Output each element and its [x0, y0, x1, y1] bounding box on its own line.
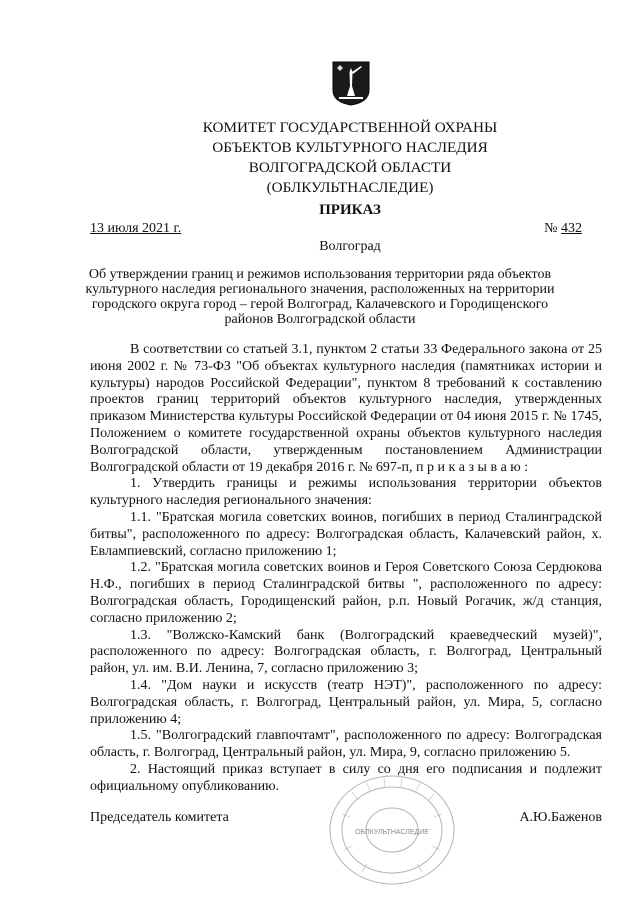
official-seal-stamp-icon: [322, 770, 462, 890]
document-body: [90, 342, 602, 796]
committee-line: (ОБЛКУЛЬТНАСЛЕДИЕ): [266, 179, 434, 196]
signatory-name: А.Ю.Баженов: [519, 810, 602, 825]
body-paragraph: В соответствии со статьей 3.1, пунктом 2 статьи 33 Федерального закона от 25 июня 2002 г. № 73-ФЗ "Об объектах культурного наследия (памятниках истории и культуры) народов Российской Федерации", пунктом 8 требований к составлению проектов границ территорий объектов культурного наследия, утвержденных приказом Министерства культуры Российской Федерации от 04 июня 2015 г. № 1745, Положением о комитете государственной охраны объектов культурного наследия Волгоградской области, утвержденным постановлением Администрации Волгоградской области от 19 декабря 2016 г. № 697-п, п р и к а з ы в а ю :: [90, 342, 602, 475]
title-line: районов Волгоградской области: [224, 312, 416, 327]
number-value: 432: [561, 221, 582, 236]
volgograd-coat-of-arms-icon: [331, 60, 371, 106]
document-date: 13 июля 2021 г.: [90, 221, 182, 236]
body-paragraph: 1.5. "Волгоградский главпочтамт", расположенного по адресу: Волгоградская область, г. Волгоград, Центральный район, ул. Мира, 9, согласно приложению 5.: [90, 728, 602, 761]
document-type: ПРИКАЗ: [319, 202, 381, 218]
committee-header: [150, 118, 550, 198]
document-number: [544, 221, 582, 237]
body-paragraph: 1.2. "Братская могила советских воинов и Героя Советского Союза Сердюкова Н.Ф., погибших в период Сталинградской битвы ", расположенного по адресу: Волгоградская область, Городищенский район, р.п. Новый Рогачик, ж/д станция, согласно приложению 2;: [90, 560, 602, 626]
body-paragraph: 1.1. "Братская могила советских воинов, погибших в период Сталинградской битвы", расположенного по адресу: Волгоградская область, Калачевский район, х. Евлампиевский, согласно приложению 1;: [90, 509, 602, 559]
committee-line: КОМИТЕТ ГОСУДАРСТВЕННОЙ ОХРАНЫ: [202, 119, 498, 136]
committee-line: ВОЛГОГРАДСКОЙ ОБЛАСТИ: [248, 159, 452, 176]
title-line: городского округа город – герой Волгоград, Калачевского и Городищенского: [91, 297, 549, 312]
title-line: культурного наследия регионального значения, расположенных на территории: [85, 282, 555, 297]
committee-line: ОБЪЕКТОВ КУЛЬТУРНОГО НАСЛЕДИЯ: [212, 139, 488, 156]
title-line: Об утверждении границ и режимов использования территории ряда объектов: [88, 267, 552, 282]
body-paragraph: 1.4. "Дом науки и искусств (театр НЭТ)", расположенного по адресу: Волгоградская область, г. Волгоград, Центральный район, ул. Мира, 5, согласно приложению 4;: [90, 677, 602, 727]
number-prefix: №: [544, 221, 558, 236]
stamp-text: ОБЛКУЛЬТНАСЛЕДИЕ: [355, 829, 429, 836]
body-paragraph: 1. Утвердить границы и режимы использования территории объектов культурного наследия регионального значения:: [90, 476, 602, 509]
document-city: Волгоград: [319, 239, 381, 254]
body-paragraph: 1.3. "Волжско-Камский банк (Волгоградский краеведческий музей)", расположенного по адресу: Волгоградская область, г. Волгоград, Центральный район, ул. им. В.И. Ленина, 7, согласно приложению 3;: [90, 627, 602, 677]
document-title: [60, 267, 580, 327]
signatory-title: Председатель комитета: [90, 810, 229, 825]
body-paragraph: 2. Настоящий приказ вступает в силу со дня его подписания и подлежит официальному опубликованию.: [90, 761, 602, 794]
